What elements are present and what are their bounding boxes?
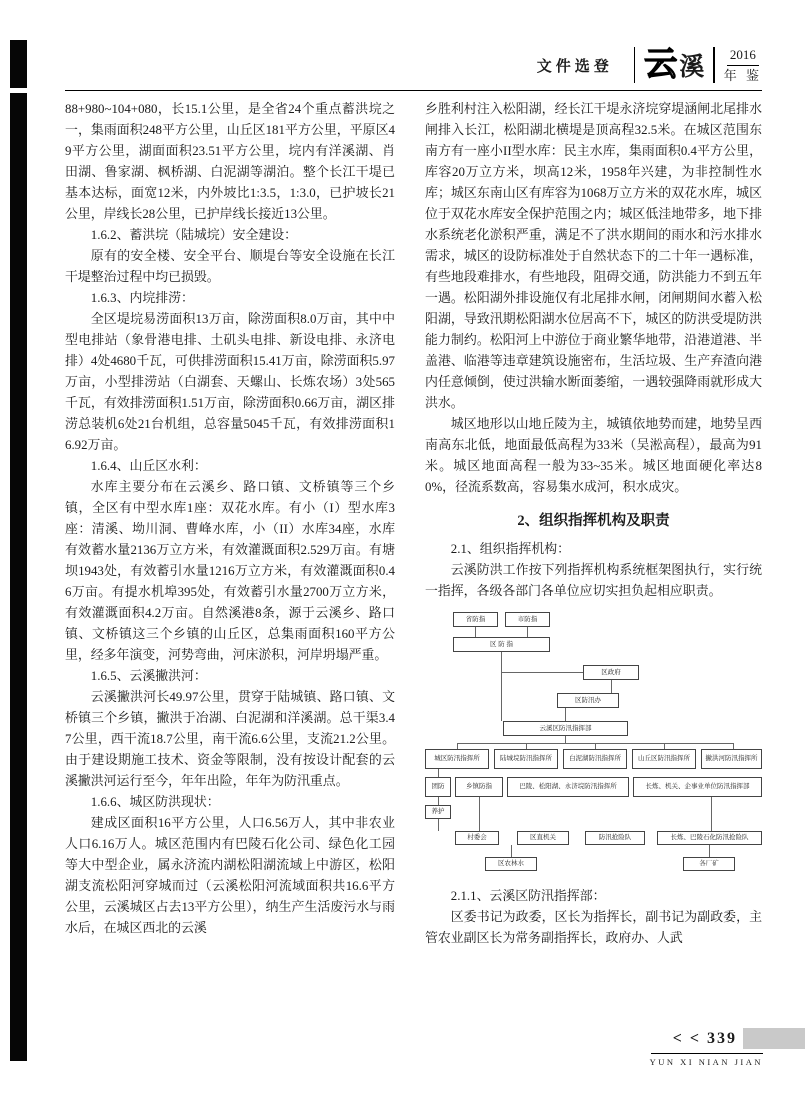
- brand-char-yun: 云: [644, 46, 678, 83]
- connector-line: [511, 845, 512, 857]
- flowchart-box: 省防指: [453, 612, 498, 627]
- paragraph: 全区堤垸易涝面积13万亩，除涝面积8.0万亩，其中中型电排站（象骨港电排、土矶头电排、新设电排、永济电排）4处4680千瓦，可供排涝面积15.41万亩，除涝面积5.97万亩，小型排涝站（白湖套、天螺山、长炼农场）3处565千瓦，有效排涝面积1.51万亩，除涝面积0.66万亩，湖区排涝总装机6处21台机组，总容量5045千瓦，有效排涝面积16.92万亩。: [65, 312, 395, 452]
- paragraph-heading: 2.1.1、云溪区防汛指挥部：: [450, 889, 606, 903]
- left-text-column: [65, 99, 395, 939]
- right-text-column: [425, 99, 762, 949]
- flowchart-box: 山丘区防汛指挥所: [632, 749, 696, 769]
- paragraph: 云溪撇洪河长49.97公里，贯穿于陆城镇、路口镇、文桥镇三个乡镇，撇洪于冶湖、白泥湖和洋溪湖。总干渠3.47公里，西干流18.7公里，南干流6.6公里，支流21.2公里。由于建设期施工技术、资金等限制，没有按设计配套的云溪撇洪河运行至今，年年出险，年年为防汛重点。: [65, 690, 395, 788]
- flowchart-box: 白泥湖防汛指挥所: [563, 749, 627, 769]
- spine-square-mark: [10, 40, 27, 88]
- flowchart-box: 村委会: [455, 831, 499, 845]
- flowchart-box: 区 防 指: [453, 637, 550, 652]
- connector-line: [527, 627, 528, 637]
- page-footer: [540, 1028, 805, 1067]
- header-rule: [65, 90, 762, 91]
- header-divider-right: [713, 47, 715, 83]
- paragraph-heading: 1.6.6、城区防洪现状：: [90, 795, 220, 809]
- paragraph-heading: 2.1、组织指挥机构：: [450, 542, 571, 556]
- flowchart-box: 巴陵、松阳湖、永济垸防汛指挥所: [507, 777, 629, 797]
- paragraph: 乡胜利村注入松阳湖，经长江干堤永济垸穿堤涵闸北尾排水闸排入长江，松阳湖北横堤是顶高程32.5米。在城区范围东南方有一座小II型水库：民主水库，集雨面积0.4平方公里，库容20万立方米，坝高12米，1958年兴建，为非控制性水库；城区东南山区有库容为1068万立方米的双花水库，城区位于双花水库安全保护范围之内；城区低洼地带多，地下排水系统老化淤积严重，满足不了洪水期间的雨水和污水排水需求，城区的设防标准处于自然状态下的二十年一遇标准，有些地段难排水，有些地段，阻碍交通，防洪能力不到五年一遇。松阳湖外排设施仅有北尾排水闸，闭闸期间水蓄入松阳湖，导致汛期松阳湖水位居高不下，城区的防洪受堤防洪能力制约。松阳河上中游位于商业繁华地带，沿港道港、半盖港、临港等违章建筑设施密布，生活垃圾、生产弃渣向港内任意倾倒，使过洪输水断面萎缩，一遇较强降雨就形成大洪水。: [425, 102, 762, 410]
- flowchart-box: 区政府: [583, 665, 639, 680]
- connector-line: [565, 708, 566, 721]
- paragraph-heading: 1.6.5、云溪撇洪河：: [90, 669, 207, 683]
- connector-line: [501, 672, 583, 673]
- flowchart-box: 养护: [425, 805, 451, 819]
- header-divider-left: [634, 47, 636, 83]
- flowchart-box: 区农林水: [485, 857, 537, 871]
- connector-line: [475, 627, 476, 637]
- connector-line: [501, 652, 502, 721]
- paragraph-heading: 1.6.4、山丘区水利：: [90, 459, 207, 473]
- header-year: 2016: [727, 46, 759, 66]
- footer-rule: [651, 1053, 763, 1054]
- paragraph-heading: 1.6.3、内垸排涝：: [90, 291, 194, 305]
- flowchart-box: 防汛抢险队: [585, 831, 645, 845]
- paragraph: 88+980~104+080，长15.1公里，是全省24个重点蓄洪垸之一，集雨面积248平方公里，山丘区181平方公里，平原区49平方公里，湖面面积23.51平方公里，垸内有洋溪湖、肖田湖、鲁家湖、枫桥湖、白泥湖等湖泊。整个长江干堤已基本达标，面宽12米，内外坡比1:3.5，1:3.0，已护坡长21公里，岸线长28公里，已护岸线长接近13公里。: [65, 102, 395, 221]
- page-number-row: [540, 1028, 805, 1049]
- paragraph-heading: 1.6.2、蓄洪垸（陆城垸）安全建设：: [90, 228, 298, 242]
- connector-line: [709, 845, 710, 857]
- flowchart-box: 团防: [425, 777, 451, 797]
- flowchart-box-main: 云溪区防汛指挥部: [503, 721, 628, 736]
- paragraph: 水库主要分布在云溪乡、路口镇、文桥镇等三个乡镇，全区有中型水库1座：双花水库。有小（I）型水库3座：清溪、坳川洞、曹峰水库，小（II）水库34座，水库有效蓄水量2136万立方米，有效灌溉面积2.529万亩。有塘坝1943处，有效蓄引水量1216万立方米，有效灌溉面积0.46万亩。有提水机埠395处，有效蓄引水量2700万立方米，有效灌溉面积4.2万亩。自然溪港8条，源于云溪乡、路口镇、文桥镇这三个乡镇的山丘区，总集雨面积160平方公里，经多年演变，河势弯曲，河床淤积，河岸坍塌严重。: [65, 480, 395, 662]
- page-number: < < 339: [672, 1029, 737, 1047]
- footer-gray-bar: [743, 1028, 805, 1049]
- paragraph: 云溪防洪工作按下列指挥机构系统框架图执行，实行统一指挥，各级各部门各单位应切实担负起相应职责。: [425, 563, 762, 598]
- footer-romanized-title: YUN XI NIAN JIAN: [649, 1057, 763, 1067]
- flowchart-box: 市防指: [505, 612, 550, 627]
- paragraph: 建成区面积16平方公里，人口6.56万人，其中非农业人口6.16万人。城区范围内有巴陵石化公司、绿色化工园等大中型企业，属永济流内湖松阳湖流域上中游区，松阳湖支流松阳河穿城而过（云溪松阳河流域面积共16.6平方公里，云溪城区占去13平方公里），纳生产生活废污水与雨水后，在城区西北的云溪: [65, 816, 395, 935]
- paragraph: 区委书记为政委，区长为指挥长，副书记为副政委，主管农业副区长为常务副指挥长，政府办、人武: [425, 910, 762, 945]
- connector-line: [611, 680, 612, 693]
- command-structure-flowchart: [425, 610, 762, 882]
- page-header: [65, 42, 762, 88]
- connector-line: [479, 797, 480, 831]
- paragraph: 城区地形以山地丘陵为主，城镇依地势而建，地势呈西南高东北低，地面最低高程为33米（吴淞高程），最高为91米。城区地面高程一般为33~35米。城区地面硬化率达80%，径流系数高，容易集水成河，积水成灾。: [425, 417, 762, 494]
- connector-line: [565, 736, 566, 743]
- header-section-title: 文件选登: [536, 58, 613, 75]
- flowchart-box: 长炼、机关、企事业单位防汛指挥部: [633, 777, 762, 797]
- flowchart-box: 区防汛办: [557, 693, 619, 708]
- flowchart-box: 陆城垸防汛指挥所: [494, 749, 558, 769]
- brand-logotype: [644, 46, 705, 83]
- paragraph: 原有的安全楼、安全平台、顺堤台等安全设施在长江干堤整治过程中均已损毁。: [65, 249, 395, 284]
- flowchart-box: 城区防汛指挥所: [425, 749, 489, 769]
- flowchart-box: 撇洪河防汛指挥所: [701, 749, 762, 769]
- flowchart-box: 长炼、巴陵石化防汛抢险队: [657, 831, 762, 845]
- header-book-label: 年 鉴: [723, 67, 762, 83]
- connector-line: [711, 797, 712, 831]
- flowchart-box: 各厂矿: [683, 857, 735, 871]
- section-heading: 2、组织指挥机构及职责: [517, 513, 670, 529]
- flowchart-box: 乡镇防指: [455, 777, 503, 797]
- spine-bar: [10, 93, 27, 1061]
- header-year-block: [724, 46, 762, 84]
- flowchart-box: 区直机关: [517, 831, 569, 845]
- brand-char-xi: 溪: [679, 53, 705, 81]
